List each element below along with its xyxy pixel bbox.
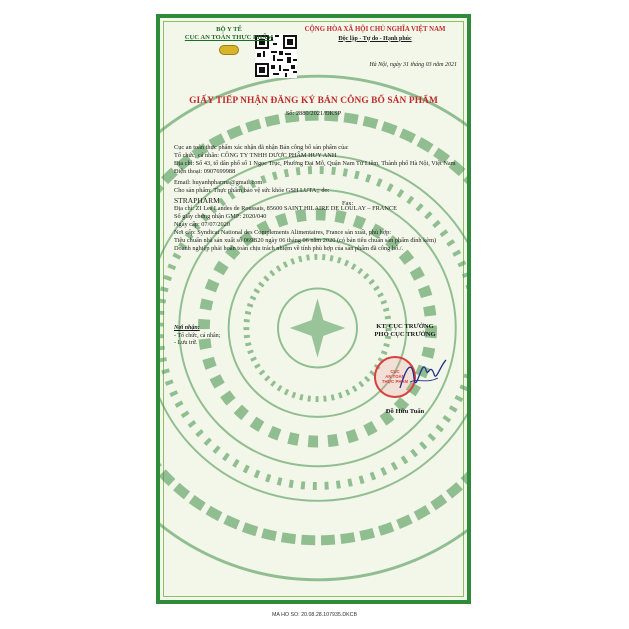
- fax-line: Fax:: [342, 200, 354, 207]
- manufacturer-line: STRAPHARM: [174, 196, 220, 205]
- organization-line: Tổ chức, cá nhân: CÔNG TY TNHH DƯỢC PHẨM HUY ANH: [174, 152, 337, 159]
- manufacturer-address-line: Địa chỉ: ZI Les Landes de Roussais, 85600 SAINT HILAIRE DE LOULAY – FRANCE: [174, 205, 397, 212]
- intro-line: Cục an toàn thực phẩm xác nhận đã nhận Bản công bố sản phẩm của:: [174, 144, 349, 151]
- recipient-item: - Lưu trữ.: [174, 340, 198, 346]
- phone-line: Điện thoại: 0907699988: [174, 168, 236, 175]
- email-line: Email: huyanhpharma@gmail.com: [174, 179, 263, 186]
- responsibility-line: Doanh nghiệp phải hoàn toàn chịu trách nhiệm về tính phù hợp của sản phẩm đã công bố./.: [174, 245, 404, 252]
- certificate-page: [156, 14, 471, 604]
- stamp-text-line: AN TOÀN: [385, 374, 405, 379]
- national-header: [280, 26, 470, 43]
- recipients-block: [174, 325, 220, 348]
- address-line: Địa chỉ: Số 43, tổ dân phố số 1 Ngọc Trục, Phường Đại Mỗ, Quận Nam Từ Liêm, Thành phố Hà Nội, Việt Nam: [174, 160, 456, 167]
- dossier-code: MA HO SO: 20.08.28.107935.DKCB: [271, 612, 358, 618]
- product-line: Cho sản phẩm: Thực phẩm bảo vệ sức khỏe GSH LUTA;; do:: [174, 187, 330, 194]
- ministry-name: BỘ Y TẾ: [216, 26, 242, 33]
- issuer-header: [174, 26, 284, 55]
- recipients-label: Nơi nhận:: [174, 325, 200, 331]
- national-motto: Độc lập - Tự do - Hạnh phúc: [338, 35, 412, 42]
- signature-title-line2: PHÓ CỤC TRƯỞNG: [374, 331, 436, 338]
- stamp-text-line: CỤC: [390, 369, 400, 374]
- department-logo-icon: [219, 45, 239, 55]
- document-title: GIẤY TIẾP NHẬN ĐĂNG KÝ BẢN CÔNG BỐ SẢN PHẨM: [189, 96, 438, 106]
- gmp-place-line: Nơi cấp: Syndicat National des Complements Alimentaires, France sản xuất, phù hợp:: [174, 229, 392, 236]
- document-body: [174, 144, 457, 253]
- signature-title-line1: KT. CỤC TRƯỞNG: [376, 323, 434, 330]
- stamp-text-line: THỰC PHẨM: [381, 379, 409, 384]
- country-name: CỘNG HÒA XÃ HỘI CHỦ NGHĨA VIỆT NAM: [304, 26, 446, 33]
- department-name: CỤC AN TOÀN THỰC PHẨM: [184, 34, 274, 41]
- signature-title: [350, 323, 460, 339]
- recipient-item: - Tổ chức, cá nhân;: [174, 332, 221, 339]
- gmp-date-line: Ngày cấp: 07/07/2020: [174, 221, 230, 228]
- signer-name: Đỗ Hữu Tuấn: [385, 408, 425, 415]
- gmp-line: Số giấy chứng nhận GMP: 2020/040: [174, 213, 267, 220]
- document-number: Số: 2880/2021/ĐKSP: [285, 110, 342, 117]
- handwritten-signature-icon: [392, 348, 452, 403]
- standard-line: Tiêu chuẩn nhà sản xuất số 069B20 ngày 06 tháng 06 năm 2020 (có bản tiêu chuẩn sản phẩm đính kèm): [174, 237, 437, 244]
- issue-date: Hà Nội, ngày 31 tháng 03 năm 2021: [369, 62, 457, 68]
